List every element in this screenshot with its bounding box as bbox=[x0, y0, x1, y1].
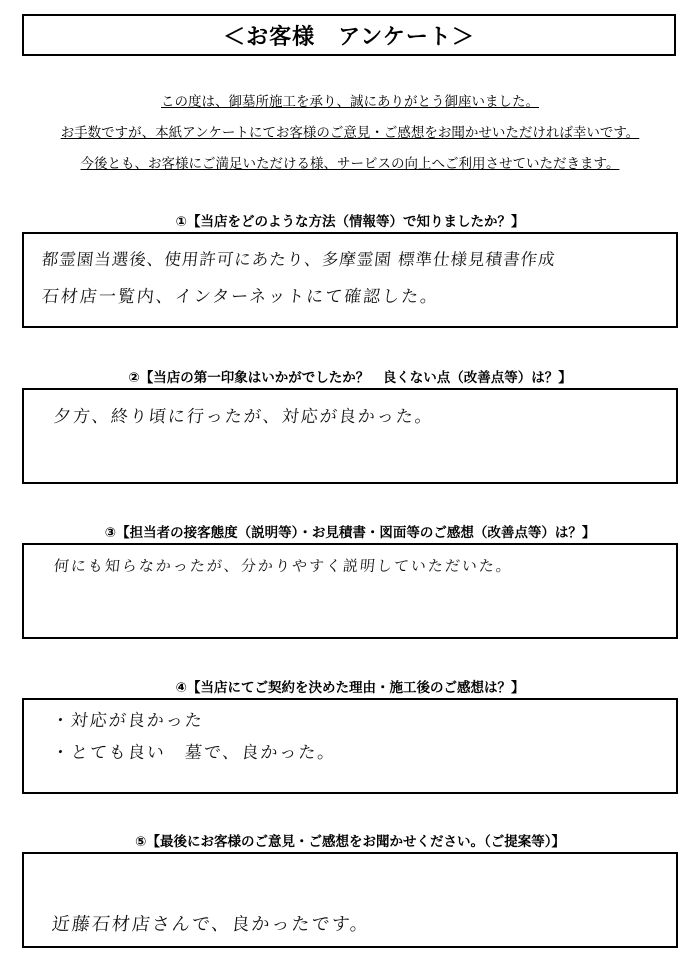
answer-box-4 bbox=[22, 698, 678, 794]
question-1-label: ①【当店をどのような方法（情報等）で知りましたか？】 bbox=[175, 214, 525, 230]
answer-4-line-2: ・とても良い 墓で、良かった。 bbox=[50, 743, 338, 763]
answer-5-line-1: 近藤石材店さんで、良かったです。 bbox=[50, 914, 372, 935]
intro-line-2: お手数ですが、本紙アンケートにてお客様のご意見・ご感想をお聞かせいただければ幸いです。 bbox=[60, 125, 640, 141]
answer-box-3 bbox=[22, 543, 678, 639]
question-4-label: ④【当店にてご契約を決めた理由・施工後のご感想は？】 bbox=[175, 680, 525, 696]
intro-line-3: 今後とも、お客様にご満足いただける様、サービスの向上へご利用させていただきます。 bbox=[80, 156, 620, 172]
answer-box-5 bbox=[22, 852, 678, 948]
question-5-label: ⑤【最後にお客様のご意見・ご感想をお聞かせください。（ご提案等）】 bbox=[135, 834, 565, 850]
intro-line-1: この度は、御墓所施工を承り、誠にありがとう御座いました。 bbox=[161, 94, 539, 110]
answer-1-line-2: 石材店一覧内、インターネットにて確認した。 bbox=[40, 287, 441, 307]
answer-3-line-1: 何にも知らなかったが、分かりやすく説明していただいた。 bbox=[53, 557, 514, 575]
question-3-label: ③【担当者の接客態度（説明等）・お見積書・図面等のご感想（改善点等）は？】 bbox=[104, 525, 596, 541]
answer-2-line-1: 夕方、終り頃に行ったが、対応が良かった。 bbox=[52, 407, 435, 427]
question-2-label: ②【当店の第一印象はいかがでしたか？ 良くない点（改善点等）は？】 bbox=[128, 370, 572, 386]
answer-1-line-1: 都霊園当選後、使用許可にあたり、多摩霊園 標準仕様見積書作成 bbox=[40, 250, 557, 269]
answer-box-2 bbox=[22, 388, 678, 484]
page-title: ＜お客様 アンケート＞ bbox=[22, 14, 676, 56]
answer-box-1 bbox=[22, 232, 678, 328]
answer-4-line-1: ・対応が良かった bbox=[50, 711, 205, 731]
